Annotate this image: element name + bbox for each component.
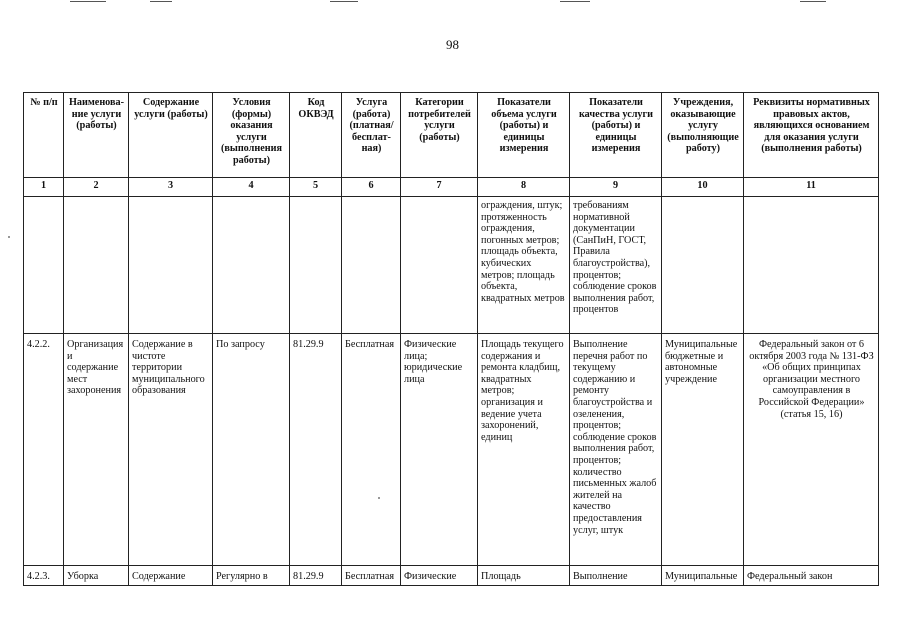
table-cell (64, 197, 129, 334)
table-cell-conditions: Регулярно в (213, 566, 290, 586)
table-cell-conditions: По запросу (213, 334, 290, 566)
table-cell-paid-free: Бесплатная (342, 334, 401, 566)
services-register-table (23, 92, 879, 586)
scan-mark (150, 1, 172, 2)
column-number-row (24, 178, 879, 197)
table-cell-consumers: Физические лица; юридические лица (401, 334, 478, 566)
table-cell-service-name: Организация и содержание мест захоронения (64, 334, 129, 566)
page-number: 98 (446, 37, 459, 52)
table-cell-volume: Площадь (478, 566, 570, 586)
table-cell (662, 197, 744, 334)
column-number: 10 (662, 178, 744, 197)
column-number: 8 (478, 178, 570, 197)
header-cell-conditions: Условия (формы) оказания услуги (выполнения работы) (213, 93, 290, 178)
header-cell-service-name: Наименова-ние услуги (работы) (64, 93, 129, 178)
table-cell-okved-code: 81.29.9 (290, 566, 342, 586)
column-number: 3 (129, 178, 213, 197)
column-number: 9 (570, 178, 662, 197)
table-cell-quality: Выполнение (570, 566, 662, 586)
table-row-4-2-2 (24, 334, 879, 566)
table-cell-legal-acts: Федеральный закон от 6 октября 2003 года № 131-ФЗ «Об общих принципах организации местного самоуправления в Российской Федерации» (статья 15, 16) (744, 334, 879, 566)
table-cell-index: 4.2.3. (24, 566, 64, 586)
table-cell-volume: ограждения, штук; протяженность ограждения, погонных метров; площадь объекта, кубических метров; площадь объекта, квадратных метров (478, 197, 570, 334)
column-number: 6 (342, 178, 401, 197)
table-cell-institutions: Муниципальные (662, 566, 744, 586)
column-number: 7 (401, 178, 478, 197)
table-cell (342, 197, 401, 334)
header-cell-service-content: Содержание услуги (работы) (129, 93, 213, 178)
table-cell-volume: Площадь текущего содержания и ремонта кладбищ, квадратных метров; организация и ведение учета захоронений, единиц (478, 334, 570, 566)
table-cell (290, 197, 342, 334)
table-cell (401, 197, 478, 334)
scan-mark (560, 1, 590, 2)
table-cell (744, 197, 879, 334)
scan-mark (70, 1, 106, 2)
table-cell-consumers: Физические (401, 566, 478, 586)
header-cell-okved-code: Код ОКВЭД (290, 93, 342, 178)
table-cell (24, 197, 64, 334)
header-cell-consumer-categories: Категории потребителей услуги (работы) (401, 93, 478, 178)
header-cell-quality-indicators: Показатели качества услуги (работы) и единицы измерения (570, 93, 662, 178)
header-cell-paid-free: Услуга (работа) (платная/ бесплат-ная) (342, 93, 401, 178)
table-cell-okved-code: 81.29.9 (290, 334, 342, 566)
table-cell-quality: требованиям нормативной документации (СанПиН, ГОСТ, Правила благоустройства), процентов; соблюдение сроков выполнения работ, процентов (570, 197, 662, 334)
table-cell-service-name: Уборка (64, 566, 129, 586)
table-cell-paid-free: Бесплатная (342, 566, 401, 586)
header-cell-institutions: Учреждения, оказывающие услугу (выполняющие работу) (662, 93, 744, 178)
table-cell-service-content: Содержание (129, 566, 213, 586)
table-cell-quality: Выполнение перечня работ по текущему содержанию и ремонту благоустройства и озеленения, процентов; соблюдение сроков выполнения работ, процентов; количество письменных жалоб жителей на качество предоставления услуг, штук (570, 334, 662, 566)
header-cell-index: № п/п (24, 93, 64, 178)
column-number: 11 (744, 178, 879, 197)
column-number: 1 (24, 178, 64, 197)
table-row-4-2-3 (24, 566, 879, 586)
table-cell (213, 197, 290, 334)
table-cell-index: 4.2.2. (24, 334, 64, 566)
column-number: 4 (213, 178, 290, 197)
scan-mark (330, 1, 358, 2)
table-cell-legal-acts: Федеральный закон (744, 566, 879, 586)
scan-mark (800, 1, 826, 2)
table-row-continuation (24, 197, 879, 334)
column-number: 5 (290, 178, 342, 197)
header-cell-volume-indicators: Показатели объема услуги (работы) и единицы измерения (478, 93, 570, 178)
scan-speck (8, 236, 10, 238)
table-cell (129, 197, 213, 334)
header-cell-legal-acts: Реквизиты нормативных правовых актов, являющихся основанием для оказания услуги (выполнения работы) (744, 93, 879, 178)
table-cell-service-content: Содержание в чистоте территории муниципального образования (129, 334, 213, 566)
header-row (24, 93, 879, 178)
table-cell-institutions: Муниципальные бюджетные и автономные учреждение (662, 334, 744, 566)
column-number: 2 (64, 178, 129, 197)
